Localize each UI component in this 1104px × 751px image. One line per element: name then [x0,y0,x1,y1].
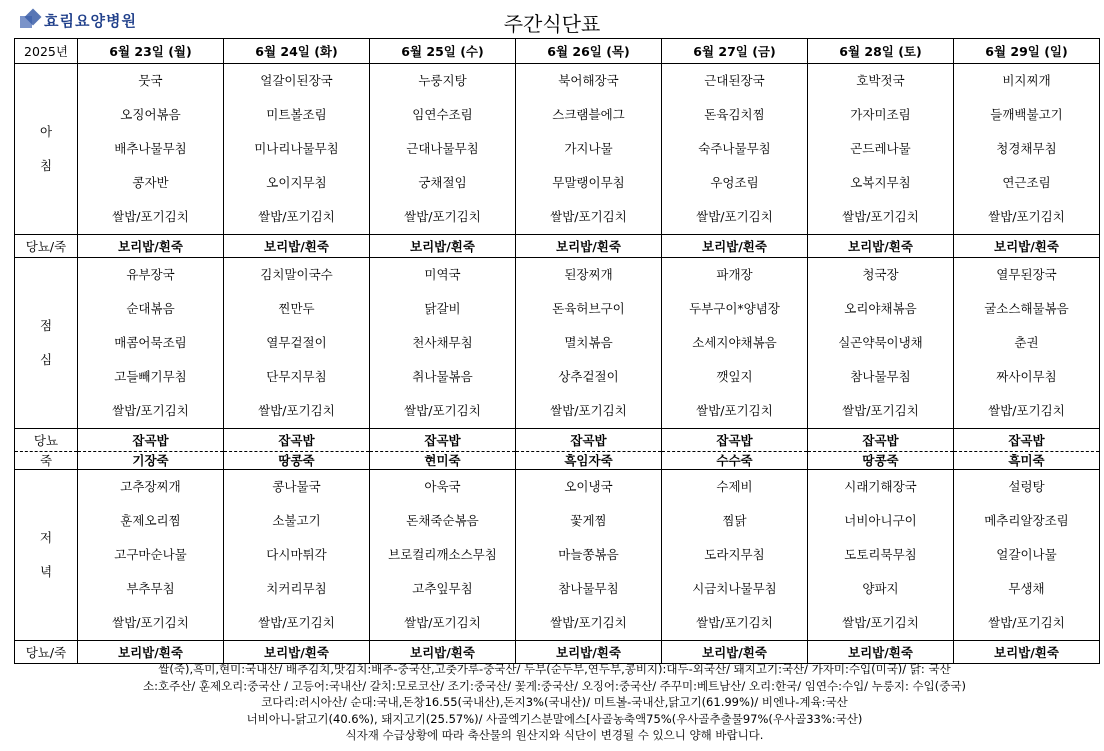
dish-item: 쌀밥/포기김치 [842,403,919,418]
dish-item: 가자미조림 [850,107,911,122]
dish-item: 임연수조림 [412,107,473,122]
day-header: 6월 27일 (금) [662,39,808,64]
dish-item: 뭇국 [138,73,163,88]
dish-item: 청국장 [862,267,899,282]
year-cell: 2025년 [15,39,78,64]
day-header: 6월 28일 (토) [808,39,954,64]
dinner-diet-row-cell: 보리밥/흰죽 [808,641,954,664]
dish-item: 찜닭 [722,513,747,528]
lunch-cell [808,258,954,429]
dish-item: 오리야채볶음 [844,301,917,316]
dish-item: 쌀밥/포기김치 [550,615,627,630]
hospital-name: 효림요양병원 [44,11,137,30]
dish-item: 도토리묵무침 [844,547,917,562]
dinner-cell [662,470,808,641]
breakfast-label-char: 아 [39,124,53,139]
lunch-porridge-row-cell: 흑임자죽 [516,452,662,470]
footer-line: 쌀(죽),흑미,현미:국내산/ 배추김치,맛김치:배추-중국산,고춧가루-중국산/ 두부(순두부,연두부,콩비지):대두-외국산/ 돼지고기:국산/ 가자미:수입(미국)/ 닭: 국산 [158,662,951,676]
dish-item: 브로컬리깨소스무침 [388,547,497,562]
page-title: 주간식단표 [503,12,601,36]
dish-item: 시금치나물무침 [692,581,777,596]
dish-item: 쌀밥/포기김치 [258,615,335,630]
dish-item: 메추리알장조림 [984,513,1069,528]
dish-item: 아욱국 [424,479,461,494]
dish-item: 쌀밥/포기김치 [988,403,1065,418]
breakfast-label [15,64,78,235]
dish-item: 수제비 [716,479,753,494]
dish-item: 호박젓국 [856,73,905,88]
dish-item: 치커리무침 [266,581,327,596]
lunch-diabetic-row-cell: 잡곡밥 [516,429,662,452]
dish-item: 취나물볶음 [412,369,473,384]
footer-line: 소:호주산/ 훈제오리:중국산 / 고등어:국내산/ 갈치:모로코산/ 조기:중국산/ 꽃게:중국산/ 오징어:중국산/ 주꾸미:베트남산/ 오리:한국/ 임연수:수입/ 누룽지: 수입(중국) [143,678,966,693]
lunch-row [15,258,1100,429]
breakfast-cell [808,64,954,235]
dish-item: 쌀밥/포기김치 [112,615,189,630]
day-header: 6월 29일 (일) [954,39,1100,64]
dish-item: 근대나물무침 [406,141,479,156]
dish-item: 두부구이*양념장 [689,301,780,316]
dish-item: 얼갈이된장국 [260,73,333,88]
dish-item: 고추장찌개 [120,479,181,494]
dinner-cell [954,470,1100,641]
dish-item: 김치말이국수 [260,267,333,282]
dinner-row [15,470,1100,641]
dish-item: 매콤어묵조림 [114,335,187,350]
dish-item: 쌀밥/포기김치 [696,615,773,630]
dish-item: 깻잎지 [716,369,753,384]
dish-item: 오징어볶음 [120,107,181,122]
lunch-porridge-row-cell: 땅콩죽 [224,452,370,470]
dinner-cell [516,470,662,641]
breakfast-cell [662,64,808,235]
dish-item: 고구마순나물 [114,547,187,562]
dish-item: 연근조림 [1002,175,1051,190]
origin-notice [14,661,1095,744]
header-row [15,39,1100,64]
dish-item: 궁채절임 [418,175,467,190]
dish-item: 고추잎무침 [412,581,473,596]
dish-item: 쌀밥/포기김치 [258,403,335,418]
dish-item: 열무겉절이 [266,335,327,350]
dinner-diet-row-cell: 보리밥/흰죽 [224,641,370,664]
breakfast-diet-row-cell: 보리밥/흰죽 [78,235,224,258]
dish-item: 숙주나물무침 [698,141,771,156]
dish-item: 스크램블에그 [552,107,625,122]
dish-item: 쌀밥/포기김치 [988,615,1065,630]
lunch-diabetic-row-cell: 잡곡밥 [78,429,224,452]
dish-item: 고들빼기무침 [114,369,187,384]
breakfast-diet-row [15,235,1100,258]
lunch-cell [370,258,516,429]
lunch-diabetic-row-cell: 잡곡밥 [808,429,954,452]
dish-item: 꽃게찜 [570,513,607,528]
dish-item: 단무지무침 [266,369,327,384]
dish-item: 쌀밥/포기김치 [112,403,189,418]
dish-item: 참나물무침 [850,369,911,384]
dish-item: 얼갈이나물 [996,547,1057,562]
dish-item: 상추겉절이 [558,369,619,384]
breakfast-cell [224,64,370,235]
dish-item: 콩자반 [132,175,169,190]
weekly-menu-table [14,38,1100,664]
breakfast-diet-row-cell: 보리밥/흰죽 [954,235,1100,258]
dish-item: 무생채 [1008,581,1045,596]
dish-item: 가지나물 [564,141,613,156]
dish-item: 돈육김치찜 [704,107,765,122]
dish-item: 콩나물국 [272,479,321,494]
footer-line: 식자재 수급상황에 따라 축산물의 원산지와 식단이 변경될 수 있으니 양해 바랍니다. [345,728,764,742]
dish-item: 미역국 [424,267,461,282]
dish-item: 쌀밥/포기김치 [550,209,627,224]
dish-item: 미나리나물무침 [254,141,339,156]
lunch-porridge-row [15,452,1100,470]
dish-item: 청경채무침 [996,141,1057,156]
lunch-porridge-row-cell: 현미죽 [370,452,516,470]
dish-item: 천사채무침 [412,335,473,350]
dish-item: 비지찌개 [1002,73,1051,88]
footer-line: 코다리:러시아산/ 순대:국내,돈창16.55(국내산),돈지3%(국내산)/ 미트볼-국내산,닭고기(61.99%)/ 비엔나-계육:국산 [261,695,848,709]
dish-item: 누룽지탕 [418,73,467,88]
dish-item: 쌀밥/포기김치 [696,403,773,418]
dish-item: 돈육허브구이 [552,301,625,316]
dish-item: 실곤약묵이냉채 [838,335,923,350]
day-header: 6월 26일 (목) [516,39,662,64]
dish-item: 파개장 [716,267,753,282]
lunch-cell [78,258,224,429]
dish-item: 근대된장국 [704,73,765,88]
breakfast-diet-row-cell: 보리밥/흰죽 [662,235,808,258]
dish-item: 마늘쫑볶음 [558,547,619,562]
lunch-porridge-row-label: 죽 [15,452,78,470]
breakfast-cell [78,64,224,235]
dinner-cell [224,470,370,641]
dish-item: 된장찌개 [564,267,613,282]
dish-item: 배추나물무침 [114,141,187,156]
dish-item: 춘권 [1014,335,1039,350]
dish-item: 쌀밥/포기김치 [988,209,1065,224]
dish-item: 시래기해장국 [844,479,917,494]
breakfast-diet-row-cell: 보리밥/흰죽 [370,235,516,258]
breakfast-cell [370,64,516,235]
dish-item: 쌀밥/포기김치 [404,615,481,630]
dish-item: 굴소스해물볶음 [984,301,1069,316]
dish-item: 오복지무침 [850,175,911,190]
dish-item: 설렁탕 [1008,479,1045,494]
lunch-porridge-row-cell: 땅콩죽 [808,452,954,470]
breakfast-diet-row-cell: 보리밥/흰죽 [224,235,370,258]
dish-item: 열무된장국 [996,267,1057,282]
lunch-porridge-row-cell: 흑미죽 [954,452,1100,470]
lunch-diabetic-row [15,429,1100,452]
dish-item: 쌀밥/포기김치 [842,209,919,224]
dinner-label-char: 저 [39,530,53,545]
dish-item: 소세지야채볶음 [692,335,777,350]
breakfast-diet-row-cell: 보리밥/흰죽 [516,235,662,258]
dinner-diet-row-cell: 보리밥/흰죽 [78,641,224,664]
dish-item: 오이냉국 [564,479,613,494]
dish-item: 짜사이무침 [996,369,1057,384]
dinner-diet-row-label: 당뇨/죽 [15,641,78,664]
dinner-label [15,470,78,641]
dish-item: 순대볶음 [126,301,175,316]
lunch-porridge-row-cell: 수수죽 [662,452,808,470]
dish-item: 양파지 [862,581,899,596]
lunch-label [15,258,78,429]
dish-item: 부추무침 [126,581,175,596]
lunch-cell [516,258,662,429]
breakfast-diet-row-label: 당뇨/죽 [15,235,78,258]
lunch-label-char: 점 [39,318,53,333]
lunch-diabetic-row-cell: 잡곡밥 [662,429,808,452]
dish-item: 들깨백불고기 [990,107,1063,122]
dish-item: 소불고기 [272,513,321,528]
dish-item: 쌀밥/포기김치 [842,615,919,630]
breakfast-diet-row-cell: 보리밥/흰죽 [808,235,954,258]
lunch-cell [224,258,370,429]
lunch-diabetic-row-cell: 잡곡밥 [370,429,516,452]
lunch-porridge-row-cell: 기장죽 [78,452,224,470]
dinner-cell [370,470,516,641]
dish-item: 쌀밥/포기김치 [112,209,189,224]
dish-item: 찐만두 [278,301,315,316]
dinner-diet-row-cell: 보리밥/흰죽 [516,641,662,664]
dish-item: 닭갈비 [424,301,461,316]
lunch-diabetic-row-cell: 잡곡밥 [954,429,1100,452]
dish-item: 참나물무침 [558,581,619,596]
breakfast-cell [516,64,662,235]
dinner-cell [78,470,224,641]
dish-item: 다시마튀각 [266,547,327,562]
dish-item: 도라지무침 [704,547,765,562]
breakfast-label-char: 침 [39,158,53,173]
breakfast-cell [954,64,1100,235]
dish-item: 쌀밥/포기김치 [696,209,773,224]
dish-item: 멸치볶음 [564,335,613,350]
dish-item: 쌀밥/포기김치 [258,209,335,224]
lunch-diabetic-row-label: 당뇨 [15,429,78,452]
day-header: 6월 23일 (월) [78,39,224,64]
dinner-diet-row-cell: 보리밥/흰죽 [370,641,516,664]
dinner-diet-row-cell: 보리밥/흰죽 [954,641,1100,664]
lunch-cell [662,258,808,429]
dinner-cell [808,470,954,641]
dish-item: 쌀밥/포기김치 [550,403,627,418]
dish-item: 무말랭이무침 [552,175,625,190]
footer-line: 너비아니-닭고기(40.6%), 돼지고기(25.57%)/ 사골엑기스분말에스[사골농축액75%(우사골추출물97%(우사골33%:국산) [246,711,863,726]
dish-item: 미트볼조림 [266,107,327,122]
dinner-diet-row-cell: 보리밥/흰죽 [662,641,808,664]
dish-item: 우엉조림 [710,175,759,190]
day-header: 6월 24일 (화) [224,39,370,64]
dish-item: 오이지무침 [266,175,327,190]
dinner-label-char: 녁 [39,564,53,579]
dish-item: 유부장국 [126,267,175,282]
lunch-diabetic-row-cell: 잡곡밥 [224,429,370,452]
dish-item: 훈제오리찜 [120,513,181,528]
lunch-label-char: 심 [39,352,53,367]
dish-item: 쌀밥/포기김치 [404,209,481,224]
dish-item: 너비아니구이 [844,513,917,528]
dish-item: 쌀밥/포기김치 [404,403,481,418]
breakfast-row [15,64,1100,235]
day-header: 6월 25일 (수) [370,39,516,64]
dish-item: 곤드레나물 [850,141,911,156]
dish-item: 돈채죽순볶음 [406,513,479,528]
dish-item: 북어해장국 [558,73,619,88]
lunch-cell [954,258,1100,429]
